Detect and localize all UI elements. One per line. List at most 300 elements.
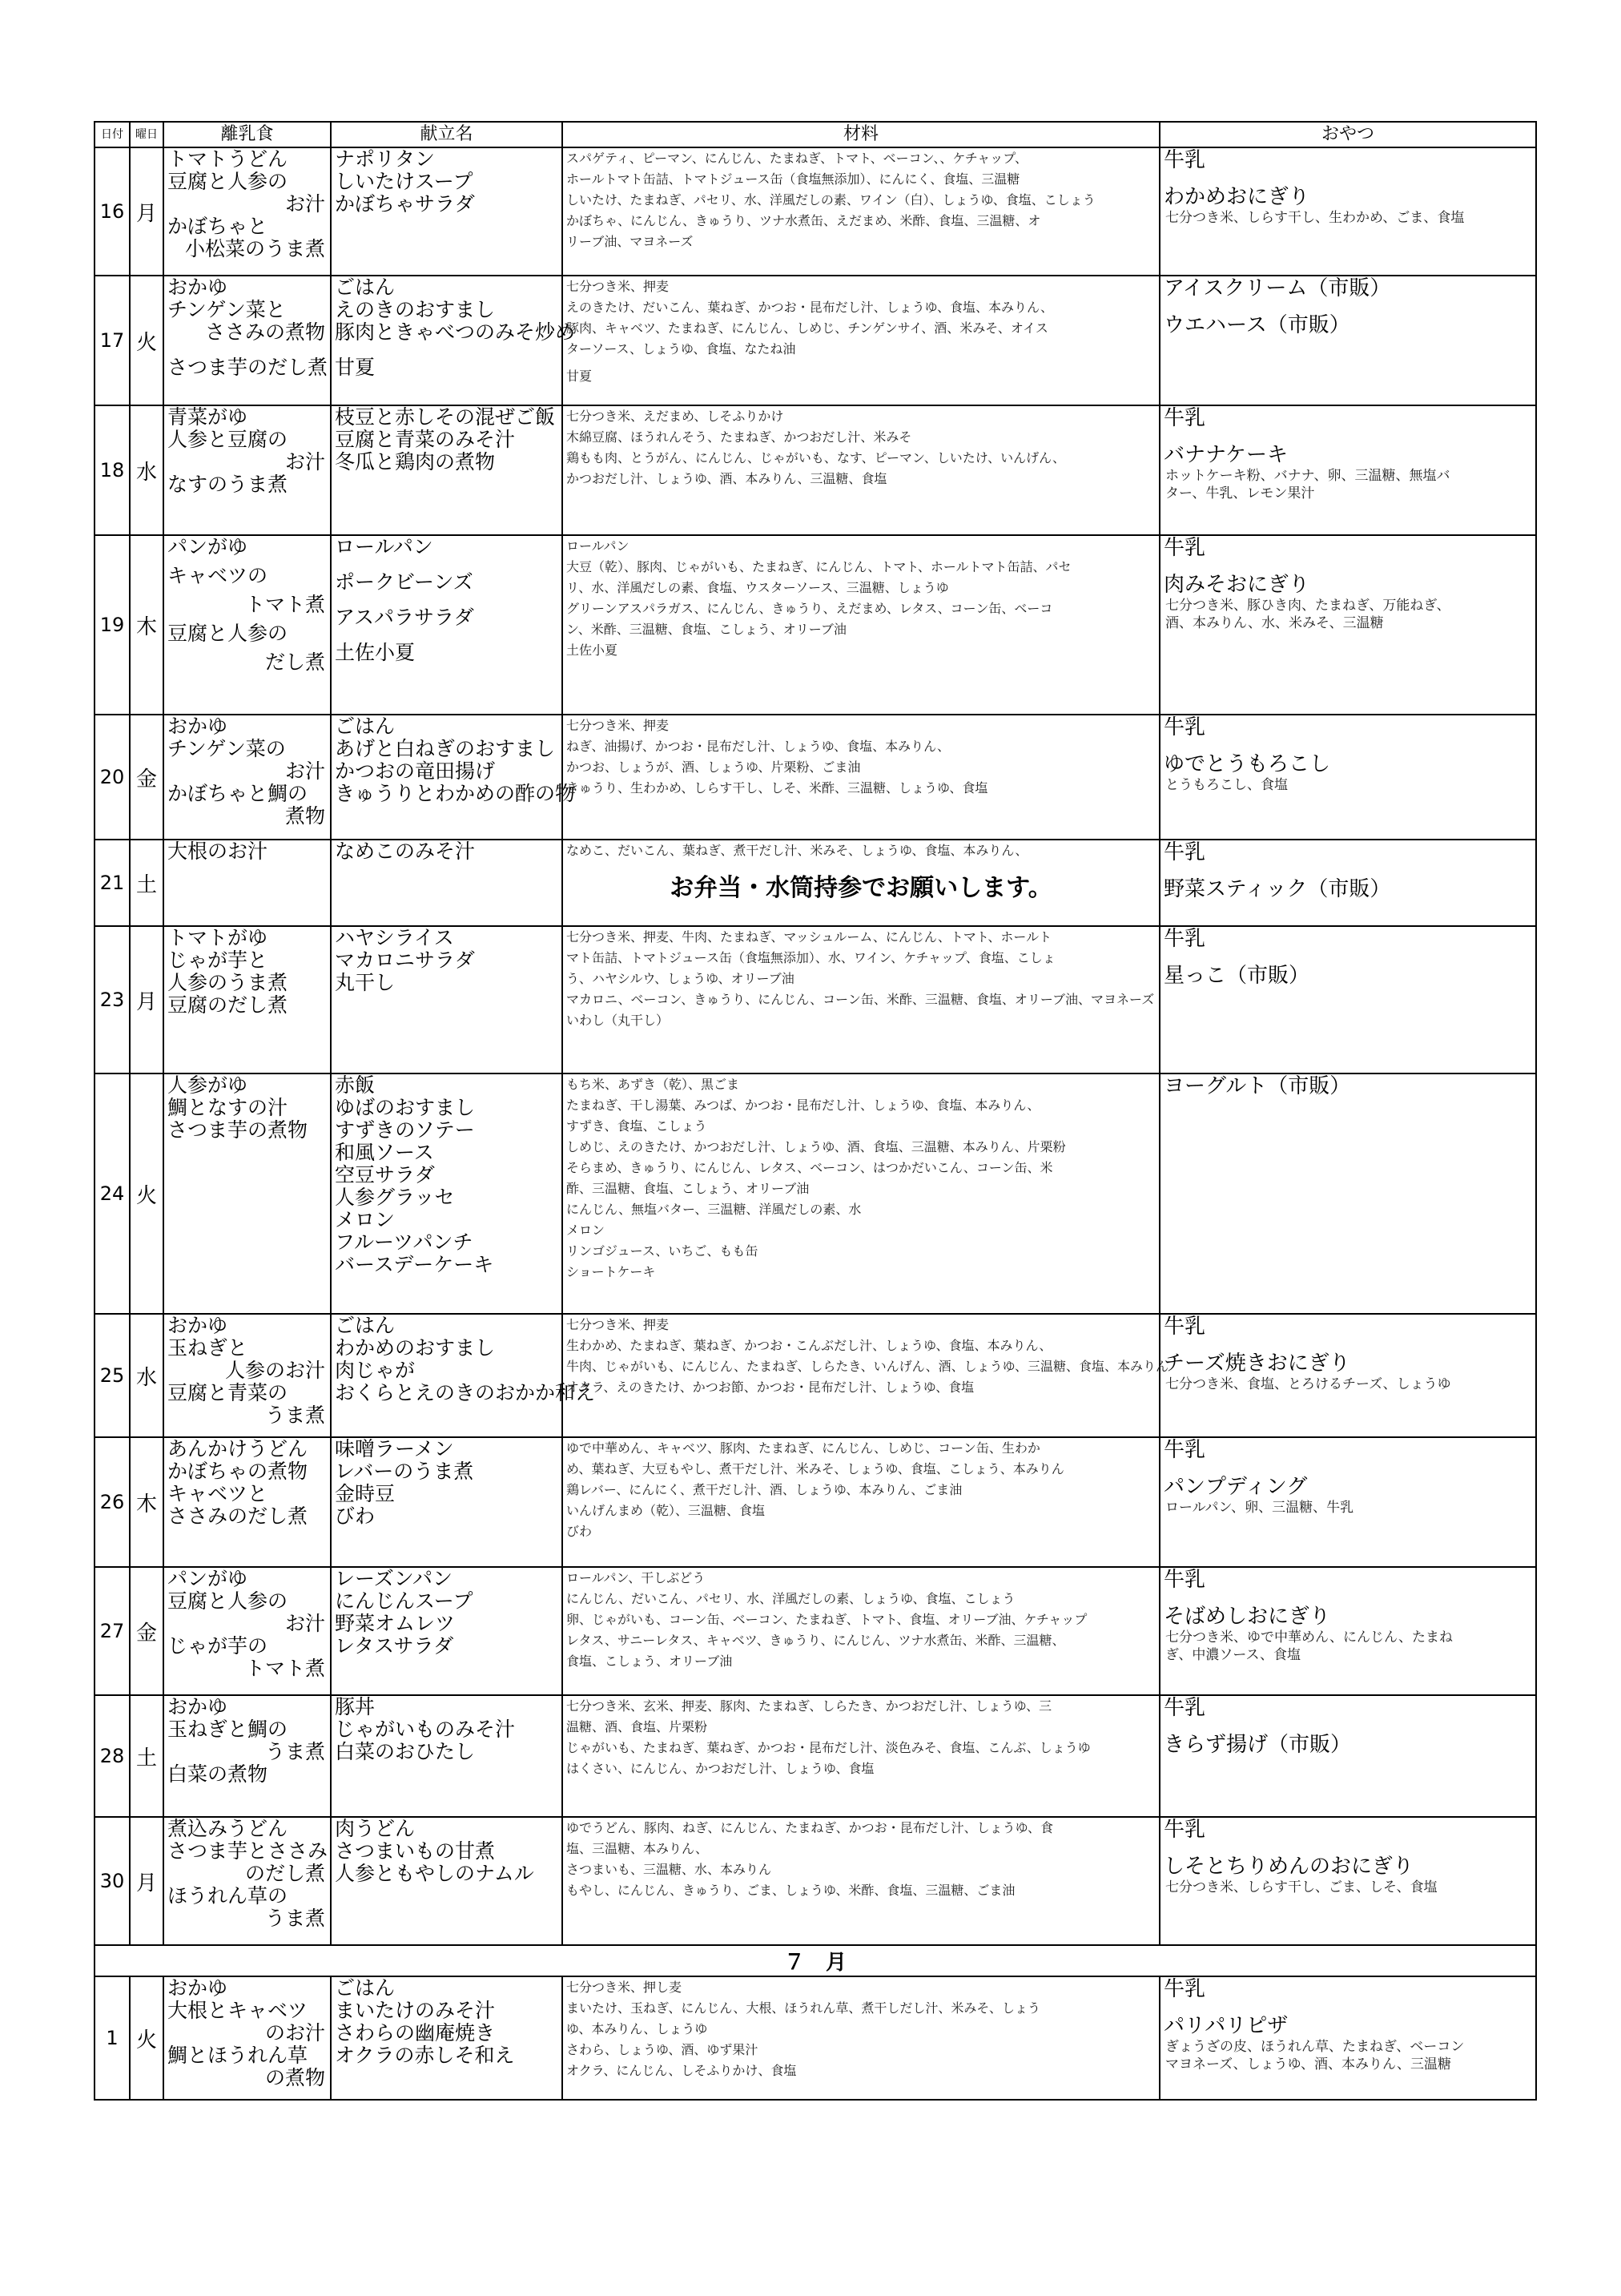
day-of-week: 月: [130, 147, 163, 276]
ingredient-line: そらまめ、きゅうり、にんじん、レタス、ベーコン、はつかだいこん、コーン缶、米: [566, 1160, 1053, 1175]
baby-food-item: トマトがゆ: [167, 926, 268, 949]
ingredient-line: 木綿豆腐、ほうれんそう、たまねぎ、かつおだし汁、米みそ: [566, 429, 912, 445]
baby-food-cell: [163, 1437, 331, 1567]
snack-cell: [1160, 147, 1536, 276]
day-number: 17: [95, 276, 130, 405]
menu-item: ごはん: [335, 1314, 396, 1337]
ingredient-line: ゆでうどん、豚肉、ねぎ、にんじん、たまねぎ、かつお・昆布だし汁、しょうゆ、食: [566, 1820, 1054, 1835]
day-row: [95, 840, 1536, 926]
menu-item: 人参グラッセ: [335, 1186, 455, 1209]
ingredient-line: ターソース、しょうゆ、食塩、なたね油: [566, 341, 796, 356]
snack-item: そばめしおにぎり: [1164, 1605, 1331, 1629]
baby-food-item: おかゆ: [167, 1976, 228, 2000]
ingredient-line: 七分つき米、押し麦: [566, 1980, 682, 1995]
spacer: [332, 664, 561, 677]
menu-item: レバーのうま煮: [335, 1460, 474, 1483]
menu-cell: [331, 276, 576, 405]
menu-item: えのきのおすまし: [335, 298, 496, 321]
snack-item: 牛乳: [1164, 1568, 1206, 1592]
baby-food-item: キャベツの: [167, 564, 268, 587]
menu-item: にんじんスープ: [335, 1589, 473, 1613]
spacer: [1160, 430, 1535, 443]
baby-food-item: 人参のお汁: [224, 1359, 325, 1382]
menu-item: 空豆サラダ: [335, 1163, 435, 1186]
menu-item: かつおの竜田揚げ: [335, 759, 496, 783]
menu-cell: [331, 1437, 562, 1567]
ingredient-line: じゃがいも、たまねぎ、葉ねぎ、かつお・昆布だし汁、淡色みそ、食塩、こんぶ、しょうゆ: [566, 1740, 1091, 1755]
spacer: [164, 674, 330, 680]
ingredient-line: もやし、にんじん、きゅうり、ごま、しょうゆ、米酢、食塩、三温糖、ごま油: [566, 1883, 1016, 1898]
spacer: [1160, 951, 1535, 964]
ingredient-line: 七分つき米、押麦: [566, 718, 670, 733]
menu-cell: [331, 715, 576, 840]
baby-food-item: さつま芋の煮物: [167, 1118, 308, 1142]
menu-table: [94, 121, 1537, 2101]
baby-food-item: 人参と豆腐の: [167, 428, 288, 451]
ingredient-line: びわ: [566, 1524, 593, 1539]
baby-food-item: 豆腐のだし煮: [167, 993, 288, 1017]
snack-cell: [1160, 1073, 1536, 1314]
menu-cell: [331, 405, 562, 535]
snack-item: 牛乳: [1164, 1315, 1206, 1339]
menu-item: びわ: [335, 1504, 376, 1528]
spacer: [1160, 739, 1535, 752]
snack-ingredients: とうもろこし、食塩: [1165, 777, 1288, 793]
day-of-week: 水: [130, 405, 163, 535]
baby-food-item: 大根のお汁: [167, 840, 268, 863]
spacer: [1160, 172, 1535, 185]
ingredient-line: 牛肉、じゃがいも、にんじん、たまねぎ、しらたき、いんげん、酒、しょうゆ、三温糖、食塩、本みりん: [566, 1359, 1169, 1374]
snack-item: バナナケーキ: [1164, 443, 1288, 467]
day-row: [95, 1437, 1536, 1567]
day-number: 25: [95, 1314, 130, 1437]
snack-ingredients: 七分つき米、食塩、とろけるチーズ、しょうゆ: [1165, 1376, 1451, 1392]
ingredient-line: 甘夏: [566, 369, 593, 384]
day-of-week: 木: [130, 1437, 163, 1567]
ingredients-cell: [562, 1073, 1160, 1314]
ingredient-line: えのきたけ、だいこん、葉ねぎ、かつお・昆布だし汁、しょうゆ、食塩、本みりん、: [566, 300, 1054, 315]
snack-ingredients: 七分つき米、ゆで中華めん、にんじん、たまね: [1165, 1629, 1454, 1645]
ingredient-line: マカロニ、ベーコン、きゅうり、にんじん、コーン缶、米酢、三温糖、食塩、オリーブ油、マヨネーズ: [566, 992, 1155, 1007]
menu-item: おくらとえのきのおかか和え: [335, 1381, 596, 1404]
baby-food-item: うま煮: [264, 1907, 325, 1930]
baby-food-item: 煮物: [284, 804, 325, 828]
ingredient-line: ゆで中華めん、キャベツ、豚肉、たまねぎ、にんじん、しめじ、コーン缶、生わか: [566, 1440, 1040, 1456]
ingredients-cell: [562, 840, 1160, 926]
snack-ingredients: ロールパン、卵、三温糖、牛乳: [1165, 1500, 1354, 1516]
month-label: ７ 月: [95, 1945, 1536, 1976]
day-number: 21: [95, 840, 130, 926]
ingredient-line: リーブ油、マヨネーズ: [566, 234, 694, 249]
baby-food-item: パンがゆ: [167, 535, 248, 558]
ingredient-line: 七分つき米、押麦: [566, 1317, 670, 1332]
menu-cell: [331, 535, 562, 715]
snack-cell: [1160, 535, 1536, 715]
baby-food-item: キャベツと: [167, 1482, 268, 1505]
menu-cell: [331, 147, 562, 276]
baby-food-item: 豆腐と人参の: [167, 622, 288, 645]
menu-item: 白菜のおひたし: [335, 1740, 476, 1763]
ingredient-line: 卵、じゃがいも、コーン缶、ベーコン、たまねぎ、トマト、食塩、オリーブ油、ケチャップ: [566, 1612, 1088, 1627]
ingredient-line: スパゲティ、ピーマン、にんじん、たまねぎ、トマト、ベーコン、、ケチャップ、: [566, 151, 1028, 166]
menu-item: すずきのソテー: [335, 1118, 475, 1142]
day-number: 27: [95, 1567, 130, 1695]
snack-item: しそとちりめんのおにぎり: [1164, 1855, 1414, 1879]
header-menu-name: 献立名: [331, 122, 562, 147]
day-of-week: 月: [130, 926, 163, 1073]
baby-food-item: トマト煮: [244, 593, 325, 616]
snack-cell: [1160, 715, 1536, 840]
menu-item: ごはん: [335, 276, 396, 299]
baby-food-cell: [163, 1976, 331, 2100]
ingredient-line: 豚肉、キャベツ、たまねぎ、にんじん、しめじ、チンゲンサイ、酒、米みそ、オイス: [566, 320, 1048, 336]
ingredient-line: マト缶詰、トマトジュース缶（食塩無添加）、水、ワイン、ケチャップ、食塩、こしょ: [566, 950, 1056, 965]
snack-item: チーズ焼きおにぎり: [1164, 1351, 1350, 1376]
baby-food-item: じゃが芋の: [167, 1634, 268, 1658]
ingredient-line: いんげんまめ（乾）、三温糖、食塩: [566, 1503, 766, 1518]
snack-ingredients: ホットケーキ粉、バナナ、卵、三温糖、無塩バ: [1165, 468, 1450, 484]
menu-item: しいたけスープ: [335, 170, 473, 193]
menu-cell: [331, 840, 562, 926]
baby-food-item: お汁: [284, 1612, 325, 1635]
baby-food-item: あんかけうどん: [167, 1437, 308, 1460]
day-number: 20: [95, 715, 130, 840]
snack-item: 牛乳: [1164, 840, 1206, 864]
header-row: [95, 122, 1536, 147]
ingredient-line: メロン: [566, 1223, 605, 1238]
snack-cell: [1160, 840, 1536, 926]
spacer: [1160, 864, 1535, 877]
snack-item: 牛乳: [1164, 536, 1206, 560]
day-of-week: 月: [130, 1817, 163, 1945]
spacer: [563, 360, 1159, 366]
baby-food-item: のだし煮: [244, 1862, 325, 1885]
ingredient-line: 酢、三温糖、食塩、こしょう、オリーブ油: [566, 1181, 810, 1196]
snack-cell: [1160, 926, 1536, 1073]
day-row: [95, 405, 1536, 535]
baby-food-cell: [163, 840, 331, 926]
ingredients-cell: [562, 1314, 1169, 1437]
snack-item: パンプディング: [1164, 1475, 1308, 1499]
day-number: 28: [95, 1695, 130, 1817]
menu-item: ゆばのおすまし: [335, 1096, 476, 1119]
baby-food-item: じゃが芋と: [167, 949, 268, 972]
ingredients-cell: [562, 1695, 1160, 1817]
ingredient-line: 七分つき米、押麦: [566, 279, 670, 294]
spacer: [1160, 560, 1535, 573]
baby-food-item: 人参がゆ: [167, 1073, 248, 1097]
day-row: [95, 1817, 1536, 1945]
baby-food-cell: [163, 1073, 331, 1314]
ingredients-cell: [562, 276, 1160, 405]
baby-food-item: おかゆ: [167, 1695, 228, 1718]
ingredient-line: う、ハヤシルウ、しょうゆ、オリーブ油: [566, 971, 794, 986]
baby-food-item: ほうれん草の: [167, 1884, 288, 1907]
snack-ingredients: ター、牛乳、レモン果汁: [1165, 485, 1315, 501]
menu-item: 野菜オムレツ: [335, 1612, 456, 1635]
baby-food-item: おかゆ: [167, 1314, 228, 1337]
ingredient-line: め、葉ねぎ、大豆もやし、煮干だし汁、米みそ、しょうゆ、食塩、こしょう、本みりん: [566, 1461, 1064, 1476]
baby-food-cell: [163, 147, 331, 276]
ingredients-cell: [562, 926, 1160, 1073]
menu-item: ごはん: [335, 715, 396, 738]
ingredient-line: きゅうり、生わかめ、しらす干し、しそ、米酢、三温糖、しょうゆ、食塩: [566, 780, 988, 796]
snack-item: アイスクリーム（市販）: [1164, 276, 1391, 300]
baby-food-item: トマト煮: [244, 1657, 325, 1680]
ingredient-line: すずき、食塩、こしょう: [566, 1118, 707, 1134]
snack-item: きらず揚げ（市販）: [1164, 1733, 1352, 1757]
snack-item: 牛乳: [1164, 406, 1206, 430]
menu-item: 豚丼: [335, 1695, 376, 1718]
header-dow: 曜日: [130, 122, 163, 147]
menu-cell: [331, 1695, 562, 1817]
ingredient-line: 七分つき米、えだまめ、しそふりかけ: [566, 409, 784, 424]
snack-item: 肉みそおにぎり: [1164, 573, 1310, 597]
ingredient-line: ホールトマト缶詰、トマトジュース缶（食塩無添加）、にんにく、食塩、三温糖: [566, 171, 1020, 187]
snack-cell: [1160, 1437, 1536, 1567]
baby-food-cell: [163, 405, 331, 535]
ingredients-cell: [562, 715, 1160, 840]
ingredient-line: 七分つき米、玄米、押麦、豚肉、たまねぎ、しらたき、かつおだし汁、しょうゆ、三: [566, 1698, 1052, 1714]
ingredient-line: 生わかめ、たまねぎ、葉ねぎ、かつお・こんぶだし汁、しょうゆ、食塩、本みりん、: [566, 1338, 1052, 1353]
menu-item: 甘夏: [335, 356, 376, 379]
menu-item: さわらの幽庵焼き: [335, 2021, 496, 2044]
snack-item: わかめおにぎり: [1164, 185, 1310, 209]
spacer: [332, 594, 561, 606]
snack-cell: [1160, 1976, 1536, 2100]
snack-cell: [1160, 1314, 1536, 1437]
snack-item: 牛乳: [1164, 927, 1206, 951]
spacer: [1160, 1339, 1535, 1351]
baby-food-item: 白菜の煮物: [167, 1762, 268, 1786]
ingredient-line: ロールパン、干しぶどう: [566, 1570, 706, 1585]
menu-item: きゅうりとわかめの酢の物: [335, 782, 576, 805]
ingredient-line: なめこ、だいこん、葉ねぎ、煮干だし汁、米みそ、しょうゆ、食塩、本みりん、: [566, 843, 1028, 858]
ingredient-line: にんじん、だいこん、パセリ、水、洋風だしの素、しょうゆ、食塩、こしょう: [566, 1591, 1016, 1606]
snack-ingredients: 七分つき米、しらす干し、生わかめ、ごま、食塩: [1165, 210, 1465, 226]
menu-cell: [331, 926, 562, 1073]
ingredients-cell: [562, 147, 1160, 276]
baby-food-item: かぼちゃの煮物: [167, 1460, 308, 1483]
day-row: [95, 1567, 1536, 1695]
baby-food-item: のお汁: [264, 2021, 325, 2044]
ingredient-line: 塩、三温糖、本みりん、: [566, 1841, 708, 1856]
baby-food-item: お汁: [284, 450, 325, 473]
baby-food-item: 鯛となすの汁: [167, 1096, 288, 1119]
baby-food-item: 大根とキャベツ: [167, 1999, 308, 2022]
spacer: [1160, 1462, 1535, 1475]
menu-item: あげと白ねぎのおすまし: [335, 737, 556, 760]
menu-cell: [331, 1976, 562, 2100]
menu-cell: [331, 1314, 596, 1437]
baby-food-cell: [163, 1817, 331, 1945]
snack-item: 牛乳: [1164, 1977, 1206, 2001]
spacer: [1160, 1842, 1535, 1855]
ingredient-line: 食塩、こしょう、オリーブ油: [566, 1654, 733, 1669]
ingredients-cell: [562, 1437, 1160, 1567]
spacer: [332, 629, 561, 642]
day-of-week: 火: [130, 1073, 163, 1314]
menu-item: ハヤシライス: [335, 926, 454, 949]
day-of-week: 水: [130, 1314, 163, 1437]
baby-food-item: 鯛とほうれん草: [167, 2044, 308, 2067]
ingredient-line: 温糖、酒、食塩、片栗粉: [566, 1719, 708, 1734]
baby-food-cell: [163, 715, 331, 840]
menu-item: 丸干し: [335, 971, 396, 994]
snack-cell: [1160, 276, 1536, 405]
ingredients-cell: [562, 1817, 1160, 1945]
menu-item: 赤飯: [335, 1073, 376, 1097]
day-of-week: 火: [130, 276, 163, 405]
baby-food-cell: [163, 276, 331, 405]
snack-item: 牛乳: [1164, 715, 1206, 739]
day-number: 30: [95, 1817, 130, 1945]
snack-ingredients: ぎょうざの皮、ほうれん草、たまねぎ、ベーコン: [1165, 2039, 1465, 2055]
menu-item: ポークビーンズ: [335, 570, 473, 594]
ingredient-line: まいたけ、玉ねぎ、にんじん、大根、ほうれん草、煮干しだし汁、米みそ、しょう: [566, 2000, 1041, 2016]
menu-item: 豆腐と青菜のみそ汁: [335, 428, 516, 451]
ingredient-line: かつお、しょうが、酒、しょうゆ、片栗粉、ごま油: [566, 759, 861, 775]
day-of-week: 土: [130, 840, 163, 926]
ingredient-line: ン、米酢、三温糖、食塩、こしょう、オリーブ油: [566, 622, 847, 637]
snack-cell: [1160, 1695, 1536, 1817]
snack-item: 野菜スティック（市販）: [1164, 877, 1391, 901]
baby-food-item: さつま芋のだし煮: [167, 356, 328, 379]
baby-food-item: おかゆ: [167, 715, 228, 738]
menu-item: オクラの赤しそ和え: [335, 2044, 515, 2067]
snack-cell: [1160, 1817, 1536, 1945]
ingredient-line: さわら、しょうゆ、酒、ゆず果汁: [566, 2042, 758, 2057]
ingredient-line: ゆ、本みりん、しょうゆ: [566, 2021, 708, 2036]
snack-cell: [1160, 405, 1536, 535]
baby-food-item: パンがゆ: [167, 1567, 248, 1590]
ingredient-line: 土佐小夏: [566, 642, 618, 658]
day-row: [95, 1695, 1536, 1817]
ingredient-line: はくさい、にんじん、かつおだし汁、しょうゆ、食塩: [566, 1761, 875, 1776]
ingredient-line: かつおだし汁、しょうゆ、酒、本みりん、三温糖、食塩: [566, 471, 887, 486]
menu-item: 冬瓜と鶏肉の煮物: [335, 450, 496, 473]
baby-food-item: だし煮: [264, 651, 325, 674]
menu-cell: [331, 1073, 562, 1314]
ingredients-cell: [562, 1567, 1160, 1695]
baby-food-item: かぼちゃと: [167, 215, 268, 238]
menu-item: じゃがいものみそ汁: [335, 1718, 516, 1741]
ingredient-line: 鶏レバー、にんにく、煮干だし汁、酒、しょうゆ、本みりん、ごま油: [566, 1482, 963, 1497]
baby-food-item: うま煮: [264, 1740, 325, 1763]
spacer: [164, 344, 330, 356]
menu-item: アスパラサラダ: [335, 606, 474, 629]
day-row: [95, 926, 1536, 1073]
snack-item: 牛乳: [1164, 1438, 1206, 1462]
baby-food-item: 煮込みうどん: [167, 1817, 288, 1840]
spacer: [1160, 1720, 1535, 1733]
baby-food-cell: [163, 1695, 331, 1817]
ingredients-cell: [562, 405, 1160, 535]
ingredient-line: ねぎ、油揚げ、かつお・昆布だし汁、しょうゆ、食塩、本みりん、: [566, 739, 951, 754]
day-of-week: 金: [130, 1567, 163, 1695]
menu-item: ロールパン: [335, 535, 433, 558]
ingredient-line: 七分つき米、押麦、牛肉、たまねぎ、マッシュルーム、にんじん、トマト、ホールト: [566, 929, 1052, 945]
baby-food-item: お汁: [284, 192, 325, 216]
baby-food-item: 豆腐と人参の: [167, 1589, 288, 1613]
ingredient-line: もち米、あずき（乾）、黒ごま: [566, 1077, 740, 1092]
ingredient-line: リ、水、洋風だしの素、食塩、ウスターソース、三温糖、しょうゆ: [566, 580, 949, 595]
month-divider-row: [95, 1945, 1536, 1976]
menu-item: メロン: [335, 1208, 396, 1231]
menu-item: 肉じゃが: [335, 1359, 416, 1382]
baby-food-item: トマトうどん: [167, 147, 288, 171]
baby-food-item: さつま芋とささみ: [167, 1839, 328, 1863]
menu-item: ナポリタン: [335, 147, 436, 171]
ingredient-line: オクラ、えのきたけ、かつお節、かつお・昆布だし汁、しょうゆ、食塩: [566, 1380, 975, 1395]
baby-food-cell: [163, 1314, 331, 1437]
snack-item: 牛乳: [1164, 148, 1206, 172]
day-row: [95, 276, 1536, 405]
baby-food-item: 玉ねぎと: [167, 1336, 248, 1359]
menu-item: ごはん: [335, 1976, 396, 2000]
day-row: [95, 1314, 1536, 1437]
ingredient-line: レタス、サニーレタス、キャベツ、きゅうり、にんじん、ツナ水煮缶、米酢、三温糖、: [566, 1633, 1065, 1648]
menu-item: まいたけのみそ汁: [335, 1999, 496, 2022]
baby-food-cell: [163, 926, 331, 1073]
baby-food-item: 人参のうま煮: [167, 971, 288, 994]
spacer: [1160, 1592, 1535, 1605]
ingredient-line: かぼちゃ、にんじん、きゅうり、ツナ水煮缶、えだまめ、米酢、食塩、三温糖、オ: [566, 213, 1041, 228]
menu-cell: [331, 1567, 562, 1695]
spacer: [332, 558, 561, 571]
day-row: [95, 147, 1536, 276]
baby-food-item: チンゲン菜と: [167, 298, 286, 321]
menu-item: 豚肉ときゃべつのみそ炒め: [335, 320, 576, 344]
menu-item: レタスサラダ: [335, 1634, 454, 1658]
day-row: [95, 715, 1536, 840]
menu-item: わかめのおすまし: [335, 1336, 496, 1359]
snack-ingredients: 酒、本みりん、水、米みそ、三温糖: [1165, 615, 1384, 631]
baby-food-item: おかゆ: [167, 276, 228, 299]
ingredients-cell: [562, 535, 1160, 715]
baby-food-item: うま煮: [264, 1404, 325, 1427]
menu-item: かぼちゃサラダ: [335, 192, 475, 216]
menu-item: 枝豆と赤しその混ぜご飯: [335, 405, 556, 429]
day-number: 24: [95, 1073, 130, 1314]
ingredient-line: しめじ、えのきたけ、かつおだし汁、しょうゆ、酒、食塩、三温糖、本みりん、片栗粉: [566, 1139, 1066, 1154]
menu-item: フルーツパンチ: [335, 1231, 473, 1254]
day-number: 19: [95, 535, 130, 715]
spacer: [1160, 2001, 1535, 2014]
day-number: 16: [95, 147, 130, 276]
ingredient-line: グリーンアスパラガス、にんじん、きゅうり、えだまめ、レタス、コーン缶、ベーコ: [566, 601, 1053, 616]
menu-item: 土佐小夏: [335, 641, 416, 664]
baby-food-item: お汁: [284, 759, 325, 783]
ingredient-line: ショートケーキ: [566, 1264, 656, 1279]
menu-item: バースデーケーキ: [335, 1253, 494, 1276]
baby-food-cell: [163, 1567, 331, 1695]
snack-item: パリパリピザ: [1164, 2014, 1289, 2038]
day-number: 23: [95, 926, 130, 1073]
baby-food-item: の煮物: [264, 2066, 325, 2089]
ingredient-line: さつまいも、三温糖、水、本みりん: [566, 1862, 772, 1877]
day-number: 1: [95, 1976, 130, 2100]
snack-item: 牛乳: [1164, 1696, 1206, 1720]
day-number: 18: [95, 405, 130, 535]
snack-item: 星っこ（市販）: [1164, 964, 1310, 988]
baby-food-item: ささみの煮物: [204, 320, 325, 344]
bento-notice: お弁当・水筒持参でお願いします。: [670, 874, 1052, 902]
snack-ingredients: 七分つき米、しらす干し、ごま、しそ、食塩: [1165, 1879, 1438, 1895]
day-row: [95, 1073, 1536, 1314]
snack-ingredients: 七分つき米、豚ひき肉、たまねぎ、万能ねぎ、: [1165, 598, 1450, 614]
ingredients-cell: [562, 1976, 1160, 2100]
